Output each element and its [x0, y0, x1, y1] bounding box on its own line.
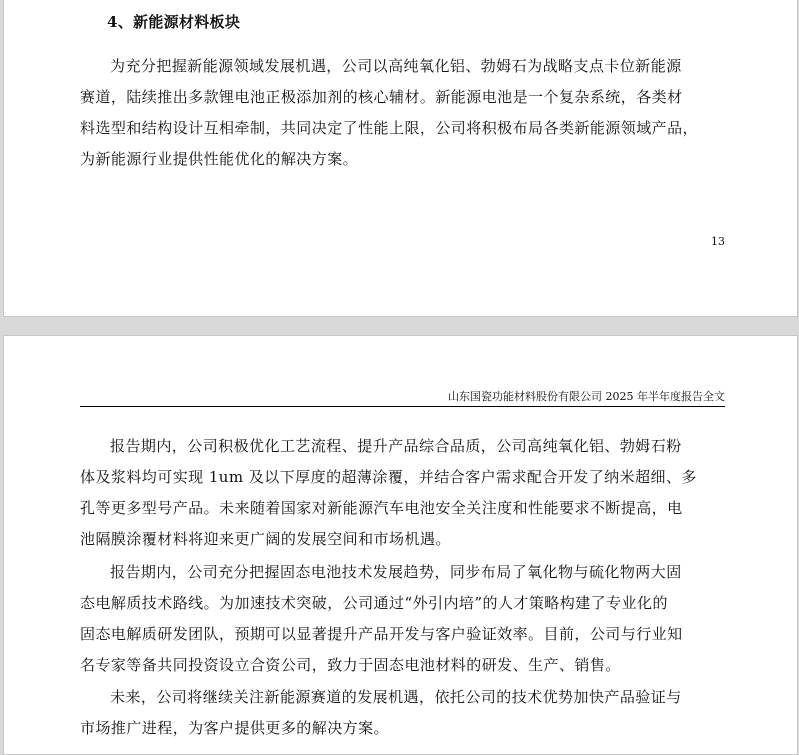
running-header: [80, 385, 725, 407]
paragraph-line: 为新能源行业提供性能优化的解决方案。: [80, 150, 359, 168]
running-header-text: 山东国瓷功能材料股份有限公司 2025 年半年度报告全文: [448, 390, 725, 403]
paragraph-line: 固态电解质研发团队，预期可以显著提升产品开发与客户验证效率。目前，公司与行业知: [80, 625, 683, 643]
paragraph-coating-materials: [80, 431, 725, 555]
paragraph-line: 赛道，陆续推出多款锂电池正极添加剂的核心辅材。新能源电池是一个复杂系统，各类材: [80, 88, 683, 106]
page-number: 13: [711, 235, 725, 248]
paragraph-line: 报告期内，公司充分把握固态电池技术发展趋势，同步布局了氧化物与硫化物两大固: [110, 563, 682, 581]
paragraph-line: 未来，公司将继续关注新能源赛道的发展机遇，依托公司的技术优势加快产品验证与: [110, 688, 682, 706]
paragraph-line: 孔等更多型号产品。未来随着国家对新能源汽车电池安全关注度和性能要求不断提高，电: [80, 499, 683, 517]
paragraph-line: 态电解质技术路线。为加速技术突破，公司通过“外引内培”的人才策略构建了专业化的: [80, 594, 668, 612]
document-page-13: [3, 0, 798, 317]
paragraph-line: 体及浆料均可实现 1um 及以下厚度的超薄涂覆，并结合客户需求配合开发了纳米超细、多: [80, 468, 697, 486]
paragraph-line: 池隔膜涂覆材料将迎来更广阔的发展空间和市场机遇。: [80, 530, 451, 548]
paragraph-line: 为充分把握新能源领域发展机遇，公司以高纯氧化铝、勃姆石为战略支点卡位新能源: [110, 57, 682, 75]
paragraph-line: 名专家等备共同投资设立合资公司，致力于固态电池材料的研发、生产、销售。: [80, 656, 621, 674]
paragraph-line: 市场推广进程，为客户提供更多的解决方案。: [80, 719, 390, 737]
paragraph-line: 报告期内，公司积极优化工艺流程、提升产品综合品质，公司高纯氧化铝、勃姆石粉: [110, 437, 682, 455]
paragraph-future-outlook: [80, 682, 725, 744]
document-page-14: [3, 335, 798, 755]
paragraph-line: 料选型和结构设计互相牵制，共同决定了性能上限，公司将积极布局各类新能源领域产品，: [80, 119, 699, 137]
paragraph-new-energy-intro: [80, 51, 725, 175]
section-heading: 4、新能源材料板块: [107, 13, 241, 31]
paragraph-solid-state-battery: [80, 557, 725, 681]
